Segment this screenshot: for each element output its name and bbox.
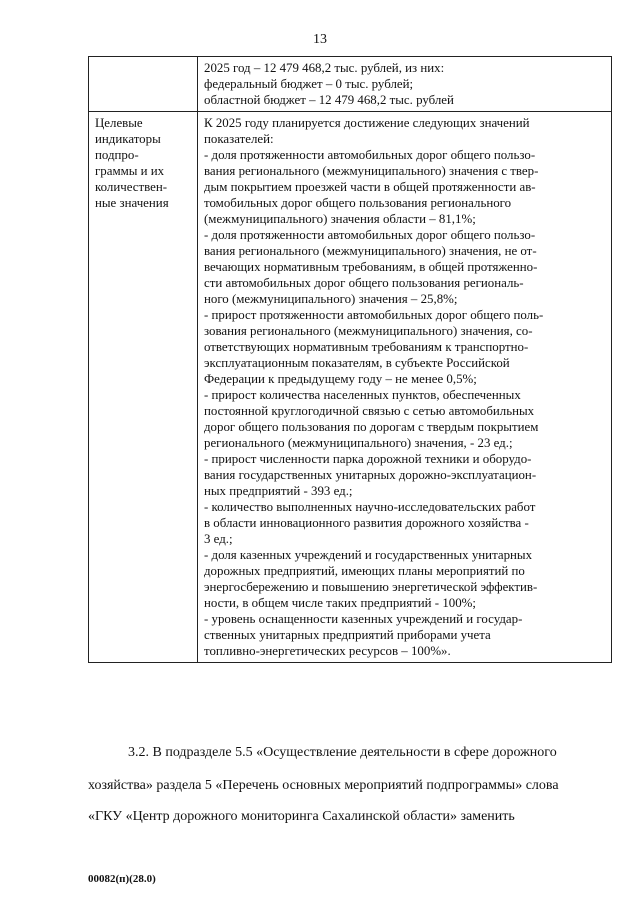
indicator-line: Федерации к предыдущему году – не менее 0,5%; [204, 372, 477, 386]
program-table [88, 56, 612, 663]
label-line: индикаторы [95, 132, 161, 146]
indicator-line: зования регионального (межмуниципального) значения, со- [204, 324, 533, 338]
row-label-indicators [89, 112, 198, 663]
body-paragraph-line: хозяйства» раздела 5 «Перечень основных мероприятий подпрограммы» слова [88, 778, 559, 793]
indicator-line: - доля протяженности автомобильных дорог общего пользо- [204, 228, 536, 242]
indicator-line: - прирост численности парка дорожной техники и оборудо- [204, 452, 532, 466]
indicator-line: постоянной круглогодичной связью с сетью автомобильных [204, 404, 535, 418]
indicator-line: томобильных дорог общего пользования регионального [204, 196, 512, 210]
indicator-line: дорожных предприятий, имеющих планы мероприятий по [204, 564, 525, 578]
funding-line: областной бюджет – 12 479 468,2 тыс. рублей [204, 93, 454, 107]
label-line: Целевые [95, 116, 143, 130]
document-code: 00082(п)(28.0) [88, 873, 156, 885]
row-label-funding [89, 57, 198, 112]
body-paragraph-line: 3.2. В подразделе 5.5 «Осуществление деятельности в сфере дорожного [128, 745, 557, 760]
indicator-line: - прирост количества населенных пунктов, обеспеченных [204, 388, 521, 402]
funding-line: федеральный бюджет – 0 тыс. рублей; [204, 77, 414, 91]
indicator-line: регионального (межмуниципального) значения, - 23 ед.; [204, 436, 513, 450]
body-paragraph-line: «ГКУ «Центр дорожного мониторинга Сахалинской области» заменить [88, 809, 515, 824]
page-number: 13 [313, 32, 327, 47]
indicator-line: дым покрытием проезжей части в общей протяженности ав- [204, 180, 536, 194]
indicator-line: эксплуатационным показателям, в субъекте Российской [204, 356, 510, 370]
label-line: ные значения [95, 196, 169, 210]
label-line: подпро- [95, 148, 139, 162]
indicator-line: (межмуниципального) значения области – 81,1%; [204, 212, 476, 226]
indicator-line: в области инновационного развития дорожного хозяйства - [204, 516, 529, 530]
indicator-line: - доля протяженности автомобильных дорог общего пользо- [204, 148, 536, 162]
indicator-line: вания регионального (межмуниципального) значения с твер- [204, 164, 539, 178]
indicator-line: вания регионального (межмуниципального) значения, не от- [204, 244, 537, 258]
indicator-line: ответствующих нормативным требованиям к транспортно- [204, 340, 529, 354]
indicator-line: - количество выполненных научно-исследовательских работ [204, 500, 536, 514]
indicator-line: показателей: [204, 132, 274, 146]
indicator-line: ности, в общем числе таких предприятий - 100%; [204, 596, 476, 610]
indicator-line: дорог общего пользования по дорогам с твердым покрытием [204, 420, 539, 434]
indicator-line: - доля казенных учреждений и государственных унитарных [204, 548, 533, 562]
indicator-line: сти автомобильных дорог общего пользования региональ- [204, 276, 524, 290]
table-row-funding [89, 57, 612, 112]
label-line: количествен- [95, 180, 168, 194]
row-content-funding [198, 57, 612, 112]
indicator-line: энергосбережению и повышению энергетической эффектив- [204, 580, 538, 594]
indicator-line: - уровень оснащенности казенных учреждений и государ- [204, 612, 523, 626]
indicator-line: К 2025 году планируется достижение следующих значений [204, 116, 530, 130]
indicator-line: 3 ед.; [204, 532, 233, 546]
indicator-line: ного (межмуниципального) значения – 25,8%; [204, 292, 458, 306]
indicator-line: ственных унитарных предприятий приборами учета [204, 628, 491, 642]
indicator-line: - прирост протяженности автомобильных дорог общего поль- [204, 308, 544, 322]
indicator-line: ных предприятий - 393 ед.; [204, 484, 353, 498]
label-line: граммы и их [95, 164, 165, 178]
row-content-indicators [198, 112, 612, 663]
indicator-line: топливно-энергетических ресурсов – 100%». [204, 644, 451, 658]
indicator-line: вания государственных унитарных дорожно-эксплуатацион- [204, 468, 537, 482]
funding-line: 2025 год – 12 479 468,2 тыс. рублей, из них: [204, 61, 445, 75]
table-row-indicators [89, 112, 612, 663]
indicator-line: вечающих нормативным требованиям, в общей протяженно- [204, 260, 538, 274]
